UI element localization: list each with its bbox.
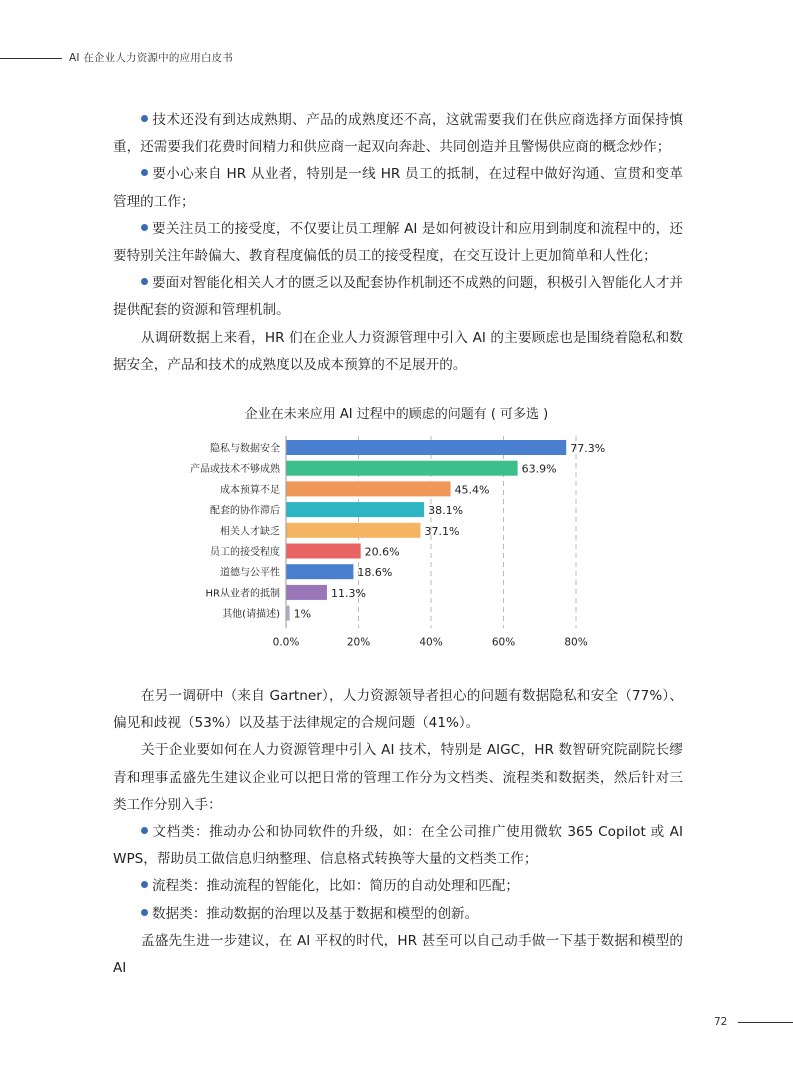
bar bbox=[286, 606, 290, 621]
bar bbox=[286, 585, 327, 600]
bullet-item: 要关注员工的接受度，不仅要让员工理解 AI 是如何被设计和应用到制度和流程中的，还要特别关注年龄偏大、教育程度偏低的员工的接受程度，在交互设计上更加简单和人性化； bbox=[113, 220, 683, 265]
header-rule bbox=[0, 58, 62, 59]
bullet-dot-icon bbox=[141, 224, 148, 231]
bar bbox=[286, 544, 361, 559]
body-paragraph: 在另一调研中（来自 Gartner），人力资源领导者担心的问题有数据隐私和安全（77%）、偏见和歧视（53%）以及基于法律规定的合规问题（41%）。 bbox=[113, 688, 683, 732]
data-label: 11.3% bbox=[330, 586, 366, 600]
bar bbox=[286, 481, 451, 496]
page-number: 72 bbox=[714, 1016, 728, 1028]
data-label: 1% bbox=[293, 607, 312, 621]
category-label: 其他(请描述) bbox=[222, 609, 280, 621]
body-paragraph: 孟盛先生进一步建议，在 AI 平权的时代，HR 甚至可以自己动手做一下基于数据和模型的 AI bbox=[113, 932, 683, 977]
category-label: 配套的协作滞后 bbox=[210, 505, 280, 517]
data-label: 18.6% bbox=[357, 566, 393, 580]
bar bbox=[286, 502, 424, 517]
category-label: 隐私与数据安全 bbox=[210, 443, 280, 455]
data-label: 37.1% bbox=[424, 524, 460, 538]
bullet-item: 文档类：推动办公和协同软件的升级，如：在全公司推广使用微软 365 Copilot 或 AI WPS，帮助员工做信息归纳整理、信息格式转换等大量的文档类工作； bbox=[113, 824, 683, 868]
bullet-dot-icon bbox=[141, 909, 148, 916]
category-label: 相关人才缺乏 bbox=[220, 526, 280, 538]
bar-chart bbox=[0, 430, 793, 650]
x-tick-label: 80% bbox=[564, 636, 588, 649]
category-label: 成本预算不足 bbox=[220, 484, 280, 496]
text-block-bottom bbox=[113, 683, 683, 982]
x-tick-label: 0.0% bbox=[272, 636, 300, 649]
bullet-item: 数据类：推动数据的治理以及基于数据和模型的创新。 bbox=[113, 901, 683, 928]
bullet-dot-icon bbox=[141, 827, 148, 834]
x-tick-label: 20% bbox=[346, 636, 371, 649]
data-label: 20.6% bbox=[364, 545, 400, 559]
bullet-item: 技术还没有到达成熟期、产品的成熟度还不高，这就需要我们在供应商选择方面保持慎重，还需要我们花费时间精力和供应商一起双向奔赴、共同创造并且警惕供应商的概念炒作； bbox=[113, 112, 683, 156]
data-label: 63.9% bbox=[521, 462, 557, 476]
bullet-dot-icon bbox=[141, 278, 148, 285]
bullet-item: 要面对智能化相关人才的匮乏以及配套协作机制还不成熟的问题，积极引入智能化人才并提供配套的资源和管理机制。 bbox=[113, 275, 683, 319]
category-label: HR从业者的抵制 bbox=[205, 588, 280, 600]
body-paragraph: 从调研数据上来看，HR 们在企业人力资源管理中引入 AI 的主要顾虑也是围绕着隐私和数据安全，产品和技术的成熟度以及成本预算的不足展开的。 bbox=[113, 329, 683, 373]
running-header: AI 在企业人力资源中的应用白皮书 bbox=[69, 52, 234, 64]
bullet-dot-icon bbox=[141, 115, 148, 122]
bar bbox=[286, 461, 518, 476]
bar bbox=[286, 523, 420, 538]
text-block-top bbox=[113, 107, 683, 379]
footer-rule bbox=[738, 1022, 793, 1023]
x-tick-label: 40% bbox=[419, 636, 443, 649]
chart-title: 企业在未来应用 AI 过程中的顾虑的问题有 ( 可多选 ) bbox=[244, 407, 549, 422]
data-label: 77.3% bbox=[570, 442, 606, 455]
x-tick-label: 60% bbox=[491, 636, 516, 649]
bullet-item: 要小心来自 HR 从业者，特别是一线 HR 员工的抵制，在过程中做好沟通、宣贯和变革管理的工作； bbox=[113, 166, 683, 210]
category-label: 道德与公平性 bbox=[220, 567, 280, 579]
data-label: 45.4% bbox=[454, 483, 490, 497]
category-label: 员工的接受程度 bbox=[210, 547, 280, 558]
bullet-dot-icon bbox=[141, 169, 148, 176]
bullet-item: 流程类：推动流程的智能化，比如：简历的自动处理和匹配； bbox=[113, 873, 683, 900]
bullet-dot-icon bbox=[141, 881, 148, 888]
bar bbox=[286, 564, 353, 579]
bar bbox=[286, 440, 566, 455]
body-paragraph: 关于企业要如何在人力资源管理中引入 AI 技术，特别是 AIGC，HR 数智研究院副院长缪青和理事孟盛先生建议企业可以把日常的管理工作分为文档类、流程类和数据类，然后针对三类工作分别入手： bbox=[113, 742, 683, 813]
category-label: 产品或技术不够成熟 bbox=[190, 464, 280, 476]
data-label: 38.1% bbox=[428, 504, 464, 518]
